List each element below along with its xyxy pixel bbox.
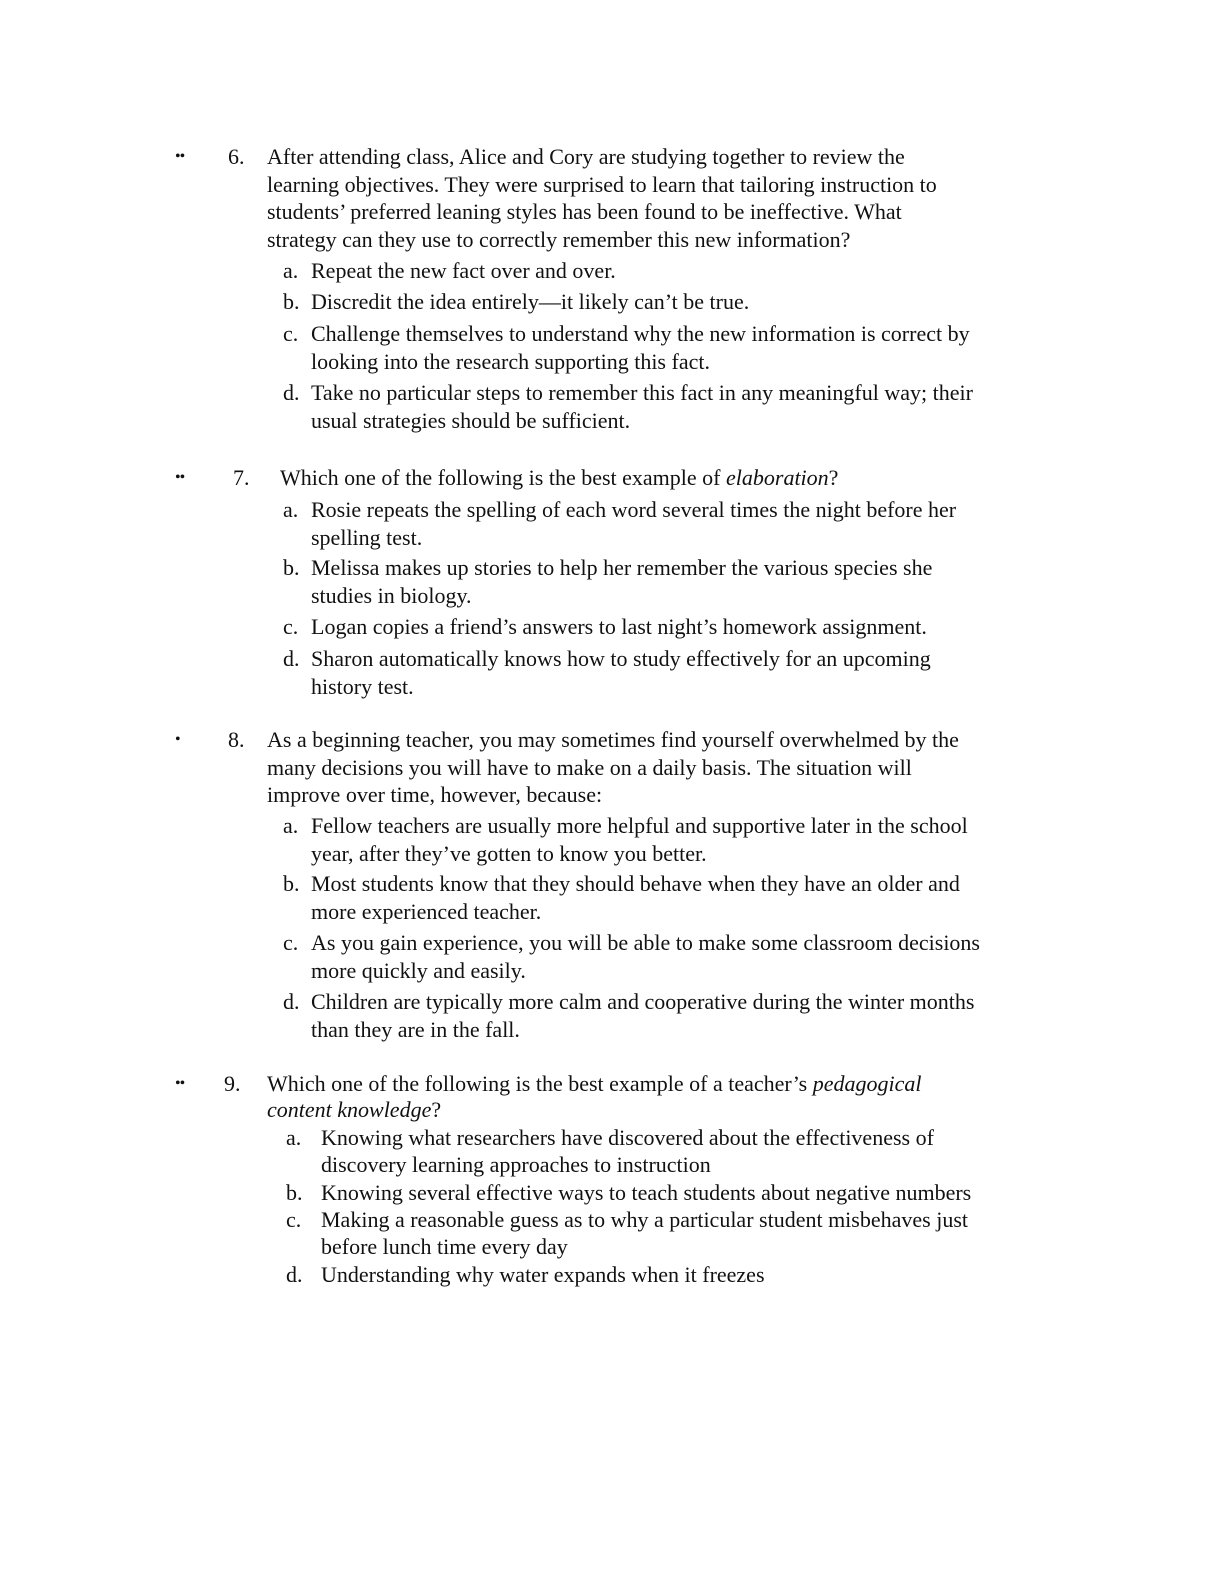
question-stem (267, 1070, 1027, 1122)
option-text: studies in biology. (311, 582, 472, 608)
option-text: Most students know that they should behave when they have an older and (311, 871, 960, 896)
option-letter: b. (283, 555, 300, 580)
stem-text: Which one of the following is the best example of (280, 465, 726, 490)
option-text: Knowing what researchers have discovered about the effectiveness of (321, 1125, 934, 1150)
stem-line (267, 1098, 1027, 1122)
question-number: 8. (228, 727, 245, 752)
stem-line: strategy can they use to correctly remember this new information? (267, 226, 851, 252)
option-letter: c. (283, 930, 299, 955)
stem-line: many decisions you will have to make on a daily basis. The situation will (267, 754, 912, 780)
stem-line: students’ preferred leaning styles has been found to be ineffective. What (267, 199, 902, 224)
option-text: Fellow teachers are usually more helpful and supportive later in the school (311, 813, 968, 838)
option-letter: d. (283, 380, 300, 405)
option-text: Rosie repeats the spelling of each word several times the night before her (311, 497, 957, 522)
stem-line: improve over time, however, because: (267, 782, 603, 807)
option-text: Knowing several effective ways to teach students about negative numbers (321, 1180, 972, 1205)
option-text: discovery learning approaches to instruction (321, 1152, 711, 1177)
stem-emphasis: pedagogical (812, 1071, 922, 1096)
question-stem (267, 726, 1027, 809)
option-letter: b. (283, 289, 300, 314)
option-letter: b. (283, 871, 300, 896)
question-number: 9. (224, 1071, 241, 1096)
option-text: Discredit the idea entirely—it likely can’t be true. (311, 289, 750, 314)
stem-line: After attending class, Alice and Cory are studying together to review the (267, 144, 905, 169)
option-text: history test. (311, 673, 414, 699)
option-text: Children are typically more calm and cooperative during the winter months (311, 989, 975, 1014)
stem-line: As a beginning teacher, you may sometimes find yourself overwhelmed by the (267, 727, 959, 752)
question-stem (280, 464, 1040, 492)
option-letter: d. (283, 989, 300, 1014)
question-bullet: •• (175, 148, 185, 165)
option-text: spelling test. (311, 524, 423, 550)
option-text: Repeat the new fact over and over. (311, 258, 616, 283)
option-letter: d. (283, 646, 300, 671)
option-text: Take no particular steps to remember this fact in any meaningful way; their (311, 380, 973, 405)
option-letter: a. (283, 497, 299, 522)
option-letter: b. (286, 1180, 303, 1205)
option-text: more experienced teacher. (311, 898, 542, 924)
question-stem (267, 143, 1027, 253)
option-text: year, after they’ve gotten to know you better. (311, 840, 707, 866)
option-text: before lunch time every day (321, 1234, 568, 1259)
stem-emphasis: elaboration (726, 465, 829, 490)
option-text: Sharon automatically knows how to study effectively for an upcoming (311, 646, 931, 671)
option-letter: a. (283, 258, 299, 283)
option-text: than they are in the fall. (311, 1016, 520, 1042)
question-bullet: •• (175, 469, 185, 486)
stem-line (267, 1070, 1027, 1098)
option-text: Understanding why water expands when it freezes (321, 1262, 765, 1287)
option-letter: d. (286, 1262, 303, 1287)
option-letter: a. (286, 1125, 302, 1150)
option-text: looking into the research supporting this fact. (311, 348, 710, 374)
stem-text: ? (828, 465, 839, 490)
option-letter: c. (283, 614, 299, 639)
option-text: Logan copies a friend’s answers to last night’s homework assignment. (311, 614, 927, 639)
option-text: Making a reasonable guess as to why a particular student misbehaves just (321, 1207, 969, 1232)
option-letter: c. (286, 1207, 302, 1232)
question-bullet: • (175, 731, 180, 748)
stem-text: Which one of the following is the best example of a teacher’s (267, 1071, 813, 1096)
stem-line: learning objectives. They were surprised to learn that tailoring instruction to (267, 171, 937, 197)
stem-emphasis: content knowledge (267, 1096, 432, 1122)
option-text: Challenge themselves to understand why the new information is correct by (311, 321, 970, 346)
option-text: more quickly and easily. (311, 957, 526, 983)
option-letter: a. (283, 813, 299, 838)
option-text: Melissa makes up stories to help her remember the various species she (311, 555, 933, 580)
option-text: usual strategies should be sufficient. (311, 407, 631, 433)
question-bullet: •• (175, 1075, 185, 1092)
question-number: 6. (228, 144, 245, 169)
option-letter: c. (283, 321, 299, 346)
option-text: As you gain experience, you will be able to make some classroom decisions (311, 930, 980, 955)
question-number: 7. (233, 465, 250, 490)
stem-text: ? (431, 1096, 442, 1122)
